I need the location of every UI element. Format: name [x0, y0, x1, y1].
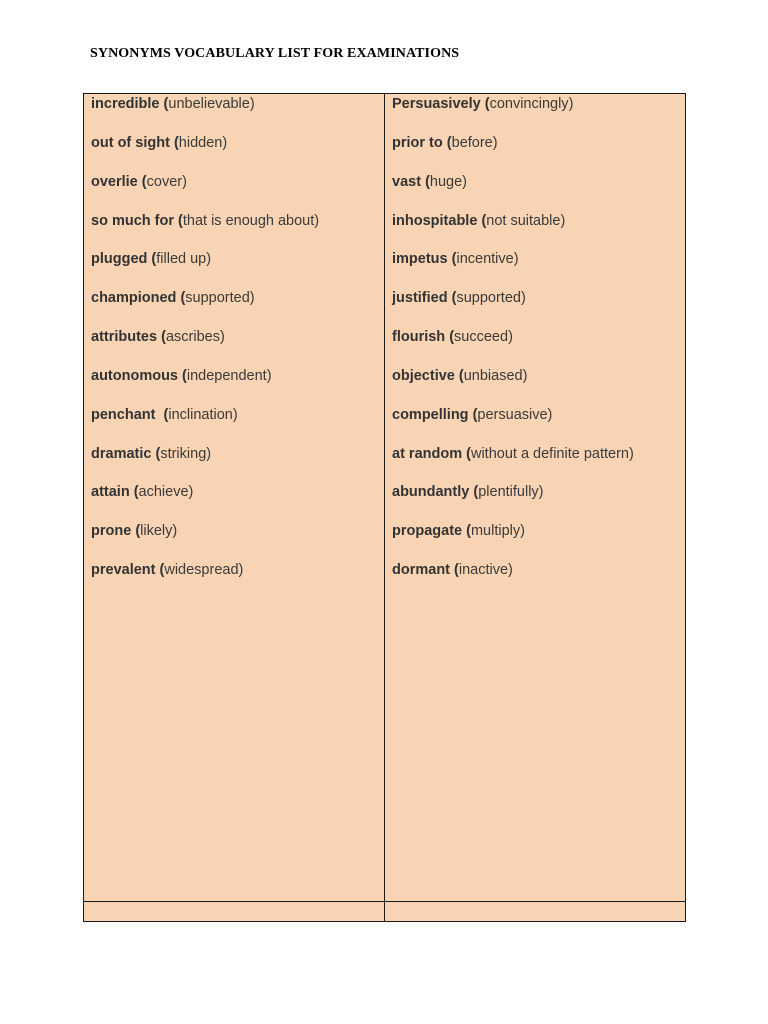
vocab-synonym: convincingly — [489, 96, 569, 112]
vocab-entry — [91, 522, 384, 561]
vocab-entry — [91, 289, 384, 328]
vocab-synonym: plentifully — [478, 484, 539, 501]
open-paren: ( — [163, 406, 169, 423]
vocab-synonym: striking — [160, 445, 207, 462]
vocab-word: vast — [392, 173, 422, 190]
close-paren: ) — [547, 406, 553, 423]
vocab-word: flourish — [392, 329, 446, 346]
open-paren: ( — [425, 173, 430, 190]
vocab-entry — [392, 367, 685, 406]
close-paren: ) — [219, 329, 225, 346]
vocab-synonym: incentive — [456, 251, 514, 268]
close-paren: ) — [206, 445, 212, 462]
open-paren: ( — [159, 562, 165, 579]
open-paren: ( — [458, 367, 464, 384]
vocab-entry — [392, 445, 685, 484]
vocab-synonym: widespread — [164, 562, 239, 579]
vocab-entry — [91, 134, 384, 173]
vocab-entry — [392, 173, 685, 212]
vocab-word: attributes — [91, 329, 158, 346]
open-paren: ( — [466, 445, 471, 462]
close-paren: ) — [249, 96, 255, 112]
vocab-entry — [91, 483, 384, 522]
vocab-word: objective — [392, 367, 455, 384]
vocab-word: justified — [392, 290, 448, 307]
vocab-word: dormant — [392, 562, 450, 579]
open-paren: ( — [161, 329, 166, 346]
vocab-synonym: cover — [146, 173, 183, 190]
close-paren: ) — [188, 484, 194, 501]
table-footer-row — [84, 902, 686, 922]
close-paren: ) — [560, 212, 566, 229]
vocab-entry — [91, 212, 384, 251]
close-paren: ) — [182, 173, 187, 190]
vocab-synonym: inclination — [168, 406, 233, 423]
vocab-entry — [392, 250, 685, 289]
vocab-entry — [392, 134, 685, 173]
vocab-synonym: huge — [429, 173, 463, 190]
open-paren: ( — [178, 212, 183, 229]
vocab-entry — [392, 328, 685, 367]
open-paren: ( — [180, 290, 186, 307]
vocab-synonym: not suitable — [486, 212, 561, 229]
document-title: SYNONYMS VOCABULARY LIST FOR EXAMINATIONS — [90, 46, 460, 61]
vocab-word: impetus — [392, 251, 448, 268]
vocab-entry — [91, 95, 384, 134]
vocab-synonym: independent — [186, 367, 267, 384]
footer-cell-right — [385, 902, 686, 922]
table-main-row — [84, 94, 686, 902]
close-paren: ) — [492, 134, 498, 151]
open-paren: ( — [454, 562, 459, 579]
open-paren: ( — [151, 251, 157, 268]
vocab-synonym: multiply — [470, 523, 521, 540]
close-paren: ) — [628, 445, 634, 462]
vocab-word: prior to — [392, 134, 443, 151]
open-paren: ( — [451, 251, 457, 268]
vocab-entry — [91, 250, 384, 289]
close-paren: ) — [206, 251, 212, 268]
vocab-word: prevalent — [91, 562, 156, 579]
close-paren: ) — [568, 96, 574, 112]
vocab-entry — [91, 561, 384, 600]
open-paren: ( — [133, 484, 139, 501]
close-paren: ) — [522, 367, 528, 384]
open-paren: ( — [481, 212, 487, 229]
vocab-synonym: supported — [185, 290, 250, 307]
open-paren: ( — [182, 367, 187, 384]
vocab-synonym: inactive — [458, 562, 509, 579]
vocab-synonym: persuasive — [477, 406, 548, 423]
close-paren: ) — [508, 562, 513, 579]
open-paren: ( — [163, 96, 169, 112]
vocab-word: autonomous — [91, 367, 178, 384]
vocab-synonym: before — [451, 134, 493, 151]
open-paren: ( — [472, 406, 478, 423]
vocab-synonym: unbiased — [463, 367, 523, 384]
vocab-word: Persuasively — [392, 96, 481, 112]
open-paren: ( — [473, 484, 479, 501]
open-paren: ( — [141, 173, 147, 190]
vocab-word: out of sight — [91, 134, 170, 151]
vocab-word: propagate — [392, 523, 463, 540]
vocab-word: inhospitable — [392, 212, 478, 229]
open-paren: ( — [466, 523, 471, 540]
close-paren: ) — [266, 367, 272, 384]
vocab-word: championed — [91, 290, 177, 307]
close-paren: ) — [520, 290, 526, 307]
close-paren: ) — [462, 173, 468, 190]
vocab-word: overlie — [91, 173, 138, 190]
vocab-synonym: without a definite pattern — [470, 445, 629, 462]
open-paren: ( — [135, 523, 141, 540]
vocab-entry — [392, 95, 685, 134]
vocab-word: incredible — [91, 96, 160, 112]
open-paren: ( — [484, 96, 490, 112]
vocab-synonym: unbelievable — [168, 96, 250, 112]
vocab-entry — [91, 445, 384, 484]
vocab-entry — [392, 522, 685, 561]
vocab-word: compelling — [392, 406, 469, 423]
vocab-word: plugged — [91, 251, 148, 268]
vocab-entry — [91, 406, 384, 445]
vocab-entry — [392, 212, 685, 251]
vocabulary-table — [83, 93, 686, 922]
vocab-synonym: achieve — [138, 484, 189, 501]
vocab-synonym: supported — [456, 290, 521, 307]
vocab-word: penchant — [91, 406, 160, 423]
close-paren: ) — [513, 251, 519, 268]
right-column-cell — [385, 94, 686, 902]
close-paren: ) — [508, 329, 513, 346]
vocab-word: attain — [91, 484, 130, 501]
close-paren: ) — [232, 406, 238, 423]
vocab-entry — [392, 289, 685, 328]
left-column-cell — [84, 94, 385, 902]
close-paren: ) — [314, 212, 320, 229]
close-paren: ) — [222, 134, 228, 151]
close-paren: ) — [249, 290, 255, 307]
vocab-word: at random — [392, 445, 463, 462]
open-paren: ( — [449, 329, 455, 346]
vocab-entry — [91, 328, 384, 367]
vocab-entry — [392, 483, 685, 522]
open-paren: ( — [173, 134, 179, 151]
close-paren: ) — [238, 562, 244, 579]
vocab-entry — [392, 406, 685, 445]
open-paren: ( — [446, 134, 452, 151]
vocab-word: dramatic — [91, 445, 152, 462]
vocab-word: prone — [91, 523, 132, 540]
vocab-word: so much for — [91, 212, 174, 229]
close-paren: ) — [520, 523, 525, 540]
close-paren: ) — [172, 523, 178, 540]
vocab-entry — [91, 173, 384, 212]
close-paren: ) — [538, 484, 544, 501]
vocab-entry — [91, 367, 384, 406]
open-paren: ( — [155, 445, 161, 462]
footer-cell-left — [84, 902, 385, 922]
open-paren: ( — [451, 290, 457, 307]
vocab-entry — [392, 561, 685, 600]
vocab-synonym: ascribes — [165, 329, 220, 346]
vocab-synonym: that is enough about — [182, 212, 315, 229]
vocab-synonym: filled up — [156, 251, 207, 268]
vocab-synonym: succeed — [454, 329, 509, 346]
vocab-word: abundantly — [392, 484, 470, 501]
vocab-synonym: likely — [140, 523, 173, 540]
vocab-synonym: hidden — [178, 134, 223, 151]
